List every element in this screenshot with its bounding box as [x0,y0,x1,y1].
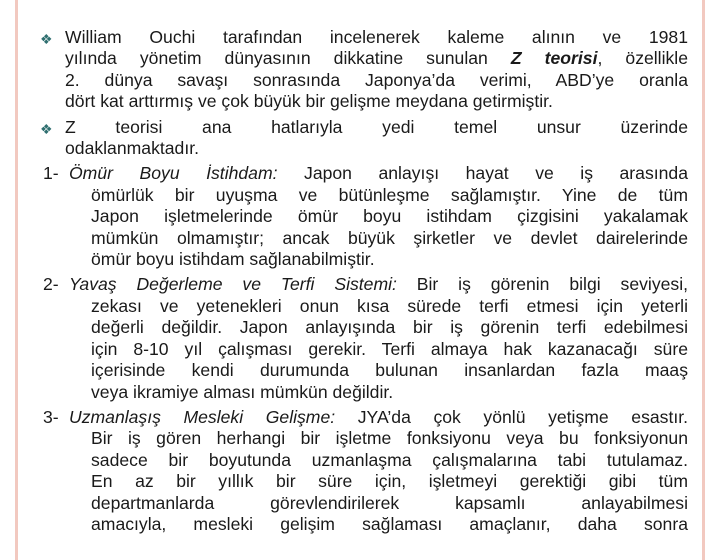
numbered-item-2 [40,274,688,402]
slide-content [40,27,688,539]
numbered-item-3 [40,407,688,535]
text-line: mümkün olmamıştır; ancak büyük şirketler ve devlet dairelerinde [91,227,688,248]
text-line: ömür boyu istihdam sağlanabilmiştir. [91,249,375,270]
bullet-paragraph-2 [40,117,688,160]
checkmark-bullet-icon: ❖ [40,120,53,137]
text-line: odaklanmaktadır. [65,138,199,159]
text-line [69,163,688,184]
text-line: Bir iş gören herhangi bir işletme fonksiyonu veya bu fonksiyonun [91,428,688,449]
item-title: Uzmanlaşış Mesleki Gelişme: [69,406,336,427]
numbered-item-1 [40,163,688,270]
text-line: sadece bir boyutunda uzmanlaşma çalışmalarına tabi tutulamaz. [91,449,688,470]
text-line: dört kat arttırmış ve çok büyük bir gelişme meydana getirmiştir. [65,91,553,112]
text-line: için 8-10 yıl çalışması gerekir. Terfi almaya hak kazanacağı süre [91,338,688,359]
text-segment: Japon anlayışı hayat ve iş arasında [277,163,688,184]
text-line [65,48,688,69]
text-line: 2. dünya savaşı sonrasında Japonya’da verimi, ABD’ye oranla [65,69,688,90]
text-line: departmanlarda görevlendirilerek kapsamlı anlayabilmesi [91,492,688,513]
text-line: Z teorisi ana hatlarıyla yedi temel unsur üzerinde [65,116,688,137]
text-line: William Ouchi tarafından incelenerek kaleme alının ve 1981 [65,27,688,47]
text-line: veya ikramiye alması mümkün değildir. [91,381,394,402]
text-line: amacıyla, mesleki gelişim sağlaması amaçlanır, daha sonra [91,513,688,534]
text-line: En az bir yıllık bir süre için, işletmeyi gerektiği gibi tüm [91,471,688,492]
text-line: Japon işletmelerinde ömür boyu istihdam çizgisini yakalamak [91,206,688,227]
text-line: ömürlük bir uyuşma ve bütünleşme sağlamıştır. Yine de tüm [91,184,688,205]
text-segment: , özellikle [597,48,688,69]
text-segment: Bir iş görenin bilgi seviyesi, [396,274,688,295]
text-line: değerli değildir. Japon anlayışında bir iş görenin terfi edebilmesi [91,317,688,338]
text-line: zekası ve yetenekleri onun kısa sürede terfi etmesi için yeterli [91,295,688,316]
text-line [69,407,688,428]
item-title: Ömür Boyu İstihdam: [69,163,278,184]
item-title: Yavaş Değerleme ve Terfi Sistemi: [69,274,397,295]
item-number: 3- [43,406,59,427]
text-segment: JYA’da çok yönlü yetişme esastır. [335,406,688,427]
item-number: 2- [43,274,59,295]
item-number: 1- [43,163,59,184]
bullet-paragraph-1 [40,27,688,113]
text-segment: yılında yönetim dünyasının dikkatine sunulan [65,48,511,69]
text-line: içerisinde kendi durumunda bulunan insanlardan fazla maaş [91,360,688,381]
text-line [69,274,688,295]
z-theory-term: Z teorisi [510,48,598,69]
checkmark-bullet-icon: ❖ [40,31,53,47]
